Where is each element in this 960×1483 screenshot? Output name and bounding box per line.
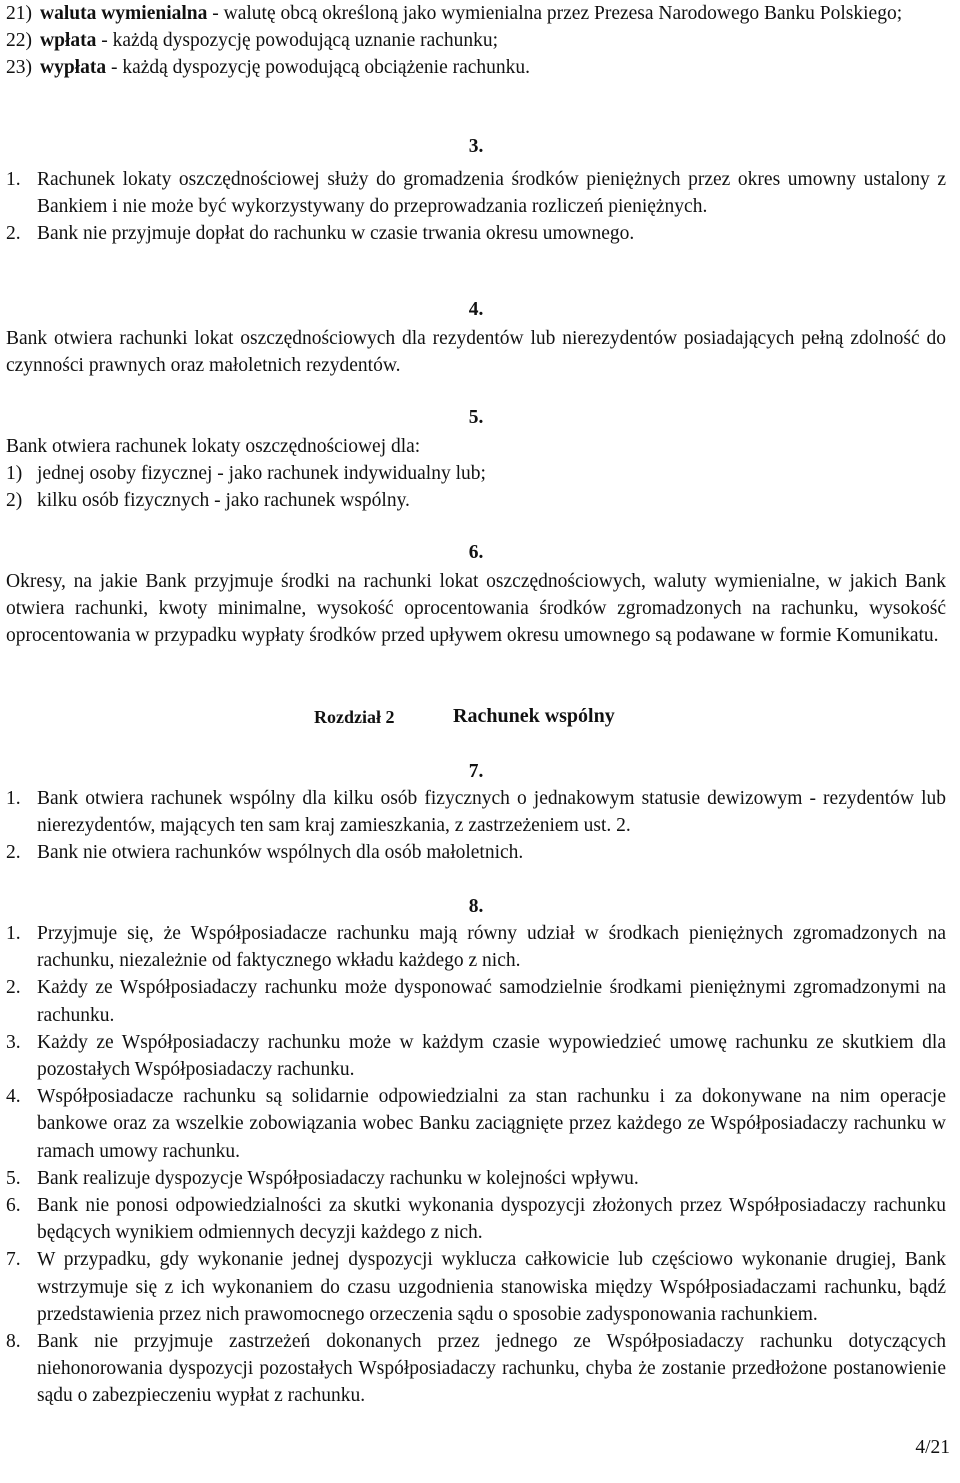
item-number: 2.	[6, 223, 21, 245]
section-item	[6, 487, 946, 514]
section-item	[6, 166, 946, 220]
item-text: Bank nie otwiera rachunków wspólnych dla osób małoletnich.	[37, 842, 524, 864]
item-number: 1.	[6, 169, 21, 190]
section-4	[6, 296, 946, 379]
section-text: Bank otwiera rachunki lokat oszczędnościowych dla rezydentów lub nierezydentów posiadających pełną zdolność do czynności prawnych oraz małoletnich rezydentów.	[6, 328, 946, 377]
section-3	[6, 133, 946, 248]
section-6	[6, 539, 946, 650]
section-heading: 7.	[468, 761, 484, 782]
section-item	[6, 1083, 946, 1165]
definition-number: 21)	[6, 3, 32, 24]
section-heading: 6.	[468, 542, 484, 563]
chapter-label: Rozdział 2	[314, 707, 395, 727]
item-text: Każdy ze Współposiadaczy rachunku może dysponować samodzielnie środkami pieniężnymi zgromadzonymi na rachunku.	[37, 977, 946, 1026]
item-text: Bank otwiera rachunek wspólny dla kilku osób fizycznych o jednakowym statusie dewizowym - rezydentów lub nierezydentów, mających ten sam kraj zamieszkania, z zastrzeżeniem ust. 2.	[37, 788, 946, 837]
section-item	[6, 220, 946, 247]
item-number: 5.	[6, 1167, 21, 1189]
item-text: Współposiadacze rachunku są solidarnie odpowiedzialni za stan rachunku i za dokonywane na nim operacje bankowe oraz za wszelkie zobowiązania wobec Banku zaciągnięte przez każdego ze Współposiadaczy rachunku w ramach umowy rachunku.	[37, 1086, 946, 1162]
item-number: 2.	[6, 977, 21, 999]
section-item	[6, 460, 946, 487]
item-number: 4.	[6, 1086, 21, 1108]
section-item	[6, 1246, 946, 1328]
definition-22	[6, 27, 946, 54]
section-heading: 4.	[468, 299, 484, 320]
item-number: 8.	[6, 1331, 21, 1353]
definition-number: 23)	[6, 57, 32, 79]
item-number: 1)	[6, 463, 23, 485]
item-text: kilku osób fizycznych - jako rachunek wspólny.	[37, 490, 410, 512]
section-text: Okresy, na jakie Bank przyjmuje środki na rachunki lokat oszczędnościowych, waluty wymienialne, w jakich Bank otwiera rachunki, kwoty minimalne, wysokość oprocentowania środków zgromadzonych na rachunku, wysokość oprocentowania w przypadku wypłaty środków przed upływem okresu umownego są podawane w formie Komunikatu.	[6, 571, 946, 647]
item-number: 1.	[6, 923, 21, 944]
section-item	[6, 1029, 946, 1083]
definition-text: - walutę obcą określoną jako wymienialna przez Prezesa Narodowego Banku Polskiego;	[207, 3, 903, 24]
definitions-list	[6, 0, 946, 82]
section-item	[6, 839, 946, 866]
definition-number: 22)	[6, 30, 32, 52]
definition-21	[6, 0, 946, 27]
section-heading: 5.	[468, 407, 484, 428]
definition-23	[6, 54, 946, 81]
definition-term: wpłata	[40, 30, 97, 52]
item-number: 7.	[6, 1249, 21, 1271]
item-text: Przyjmuje się, że Współposiadacze rachunku mają równy udział w środkach pieniężnych zgromadzonych na rachunku, niezależnie od faktycznego wkładu każdego z nich.	[37, 923, 946, 972]
item-text: W przypadku, gdy wykonanie jednej dyspozycji wyklucza całkowicie lub częściowo wykonanie drugiej, Bank wstrzymuje się z ich wykonaniem do czasu uzgodnienia stanowiska między Współposiadaczami rachunku, bądź przedstawienia przez nich prawomocnego orzeczenia sądu o sposobie zadysponowania rachunkiem.	[37, 1249, 946, 1325]
definition-text: - każdą dyspozycję powodującą obciążenie rachunku.	[106, 57, 531, 79]
item-text: Bank realizuje dyspozycje Współposiadaczy rachunku w kolejności wpływu.	[37, 1167, 639, 1189]
item-text: Bank nie ponosi odpowiedzialności za skutki wykonania dyspozycji złożonych przez Współposiadaczy rachunku będących wynikiem odmiennych decyzji każdego z nich.	[37, 1195, 946, 1244]
item-number: 2)	[6, 490, 23, 512]
item-number: 3.	[6, 1031, 21, 1053]
section-5	[6, 404, 946, 515]
item-number: 1.	[6, 788, 21, 809]
section-item	[6, 974, 946, 1028]
section-item	[6, 1328, 946, 1410]
section-8	[6, 893, 946, 1410]
section-item	[6, 1165, 946, 1192]
section-item	[6, 785, 946, 839]
section-item	[6, 920, 946, 974]
section-item	[6, 1192, 946, 1246]
item-text: jednej osoby fizycznej - jako rachunek indywidualny lub;	[37, 463, 486, 485]
section-7	[6, 758, 946, 867]
page-number: 4/21	[915, 1437, 950, 1458]
item-text: Każdy ze Współposiadaczy rachunku może w każdym czasie wypowiedzieć umowę rachunku ze skutkiem dla pozostałych Współposiadaczy rachunku.	[37, 1031, 946, 1081]
definition-text: - każdą dyspozycję powodującą uznanie rachunku;	[96, 30, 499, 52]
item-text: Rachunek lokaty oszczędnościowej służy do gromadzenia środków pieniężnych przez okres umowny ustalony z Bankiem i nie może być wykorzystywany do przeprowadzania rozliczeń pieniężnych.	[37, 169, 946, 218]
section-heading: 3.	[468, 136, 484, 157]
chapter-title: Rachunek wspólny	[453, 705, 615, 727]
item-text: Bank nie przyjmuje zastrzeżeń dokonanych przez jednego ze Współposiadaczy rachunku dotyczących niehonorowania dyspozycji pozostałych Współposiadaczy rachunku, chyba że zostanie przedłożone postanowienie sądu o zabezpieczeniu wypłat z rachunku.	[37, 1331, 946, 1407]
definition-term: waluta wymienialna	[40, 3, 208, 24]
section-intro: Bank otwiera rachunek lokaty oszczędnościowej dla:	[6, 436, 421, 457]
section-heading: 8.	[468, 896, 484, 917]
item-number: 6.	[6, 1195, 21, 1217]
item-number: 2.	[6, 842, 21, 864]
item-text: Bank nie przyjmuje dopłat do rachunku w czasie trwania okresu umownego.	[37, 223, 635, 245]
definition-term: wypłata	[40, 57, 107, 79]
